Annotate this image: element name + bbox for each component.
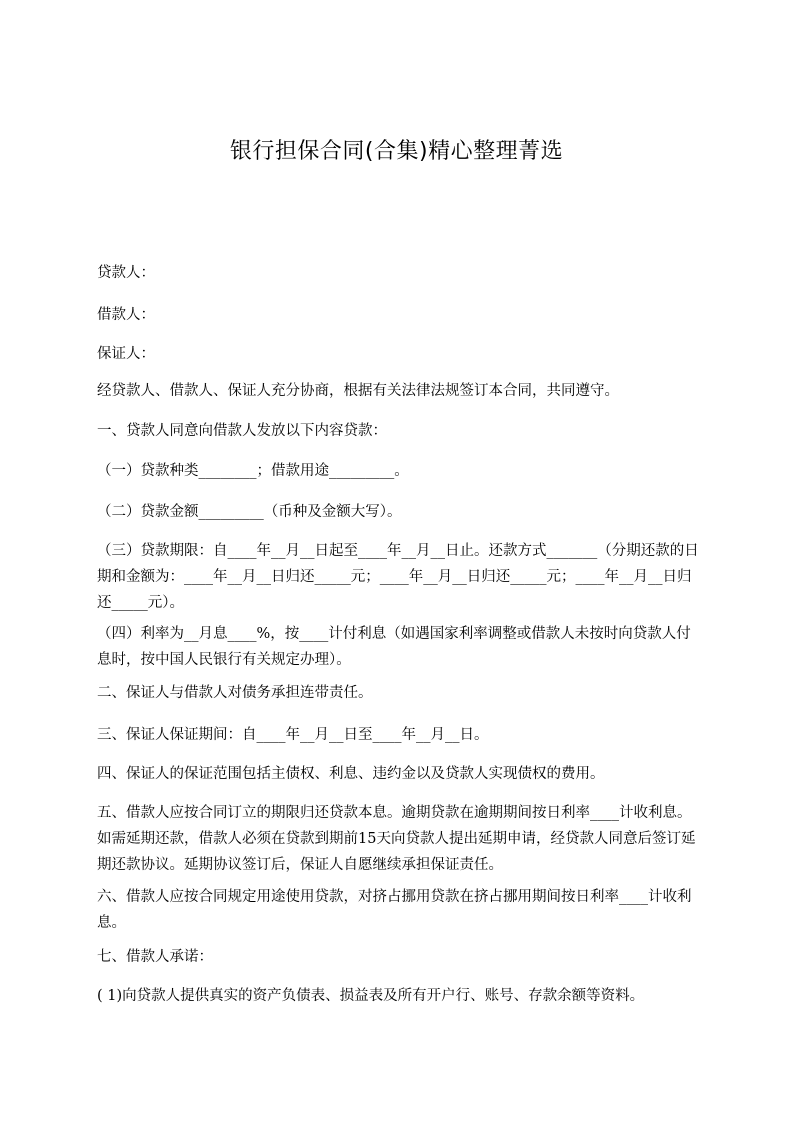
paragraph-clause-1: 一、贷款人同意向借款人发放以下内容贷款： xyxy=(97,423,387,439)
paragraph-lender: 贷款人： xyxy=(97,265,155,281)
paragraph-clause-2: 二、保证人与借款人对债务承担连带责任。 xyxy=(97,685,373,701)
paragraph-clause-6: 六、借款人应按合同规定用途使用贷款，对挤占挪用贷款在挤占挪用期间按日利率____计收利息。 xyxy=(97,889,692,931)
paragraph-borrower: 借款人： xyxy=(97,307,155,323)
paragraph-clause-7: 七、借款人承诺： xyxy=(97,949,213,965)
paragraph-clause-5: 五、借款人应按合同订立的期限归还贷款本息。逾期贷款在逾期期间按日利率____计收利息。如需延期还款，借款人必须在贷款到期前15天向贷款人提出延期申请，经贷款人同意后签订延期还款协议。延期协议签订后，保证人自愿继续承担保证责任。 xyxy=(97,805,696,873)
paragraph-preamble: 经贷款人、借款人、保证人充分协商，根据有关法律法规签订本合同，共同遵守。 xyxy=(97,383,619,399)
paragraph-clause-3: 三、保证人保证期间：自____年__月__日至____年__月__日。 xyxy=(97,727,489,743)
paragraph-clause-1-1: （一）贷款种类________；借款用途_________。 xyxy=(97,463,409,479)
document-title: 银行担保合同(合集)精心整理菁选 xyxy=(229,139,564,164)
paragraph-clause-4: 四、保证人的保证范围包括主债权、利息、违约金以及贷款人实现债权的费用。 xyxy=(97,766,605,782)
paragraph-clause-7-1: ( 1)向贷款人提供真实的资产负债表、损益表及所有开户行、账号、存款余额等资料。 xyxy=(97,988,645,1004)
paragraph-clause-1-3: （三）贷款期限：自____年__月__日起至____年__月__日止。还款方式_______（分期还款的日期和金额为：____年__月__日归还_____元；____年__月__日归还_____元；____年__月__日归还_____元）。 xyxy=(97,543,699,611)
paragraph-guarantor: 保证人： xyxy=(97,346,155,362)
paragraph-clause-1-4: （四）利率为__月息____%，按____计付利息（如遇国家利率调整或借款人未按时向贷款人付息时，按中国人民银行有关规定办理）。 xyxy=(97,626,691,668)
paragraph-clause-1-2: （二）贷款金额_________（币种及金额大写）。 xyxy=(97,504,402,520)
